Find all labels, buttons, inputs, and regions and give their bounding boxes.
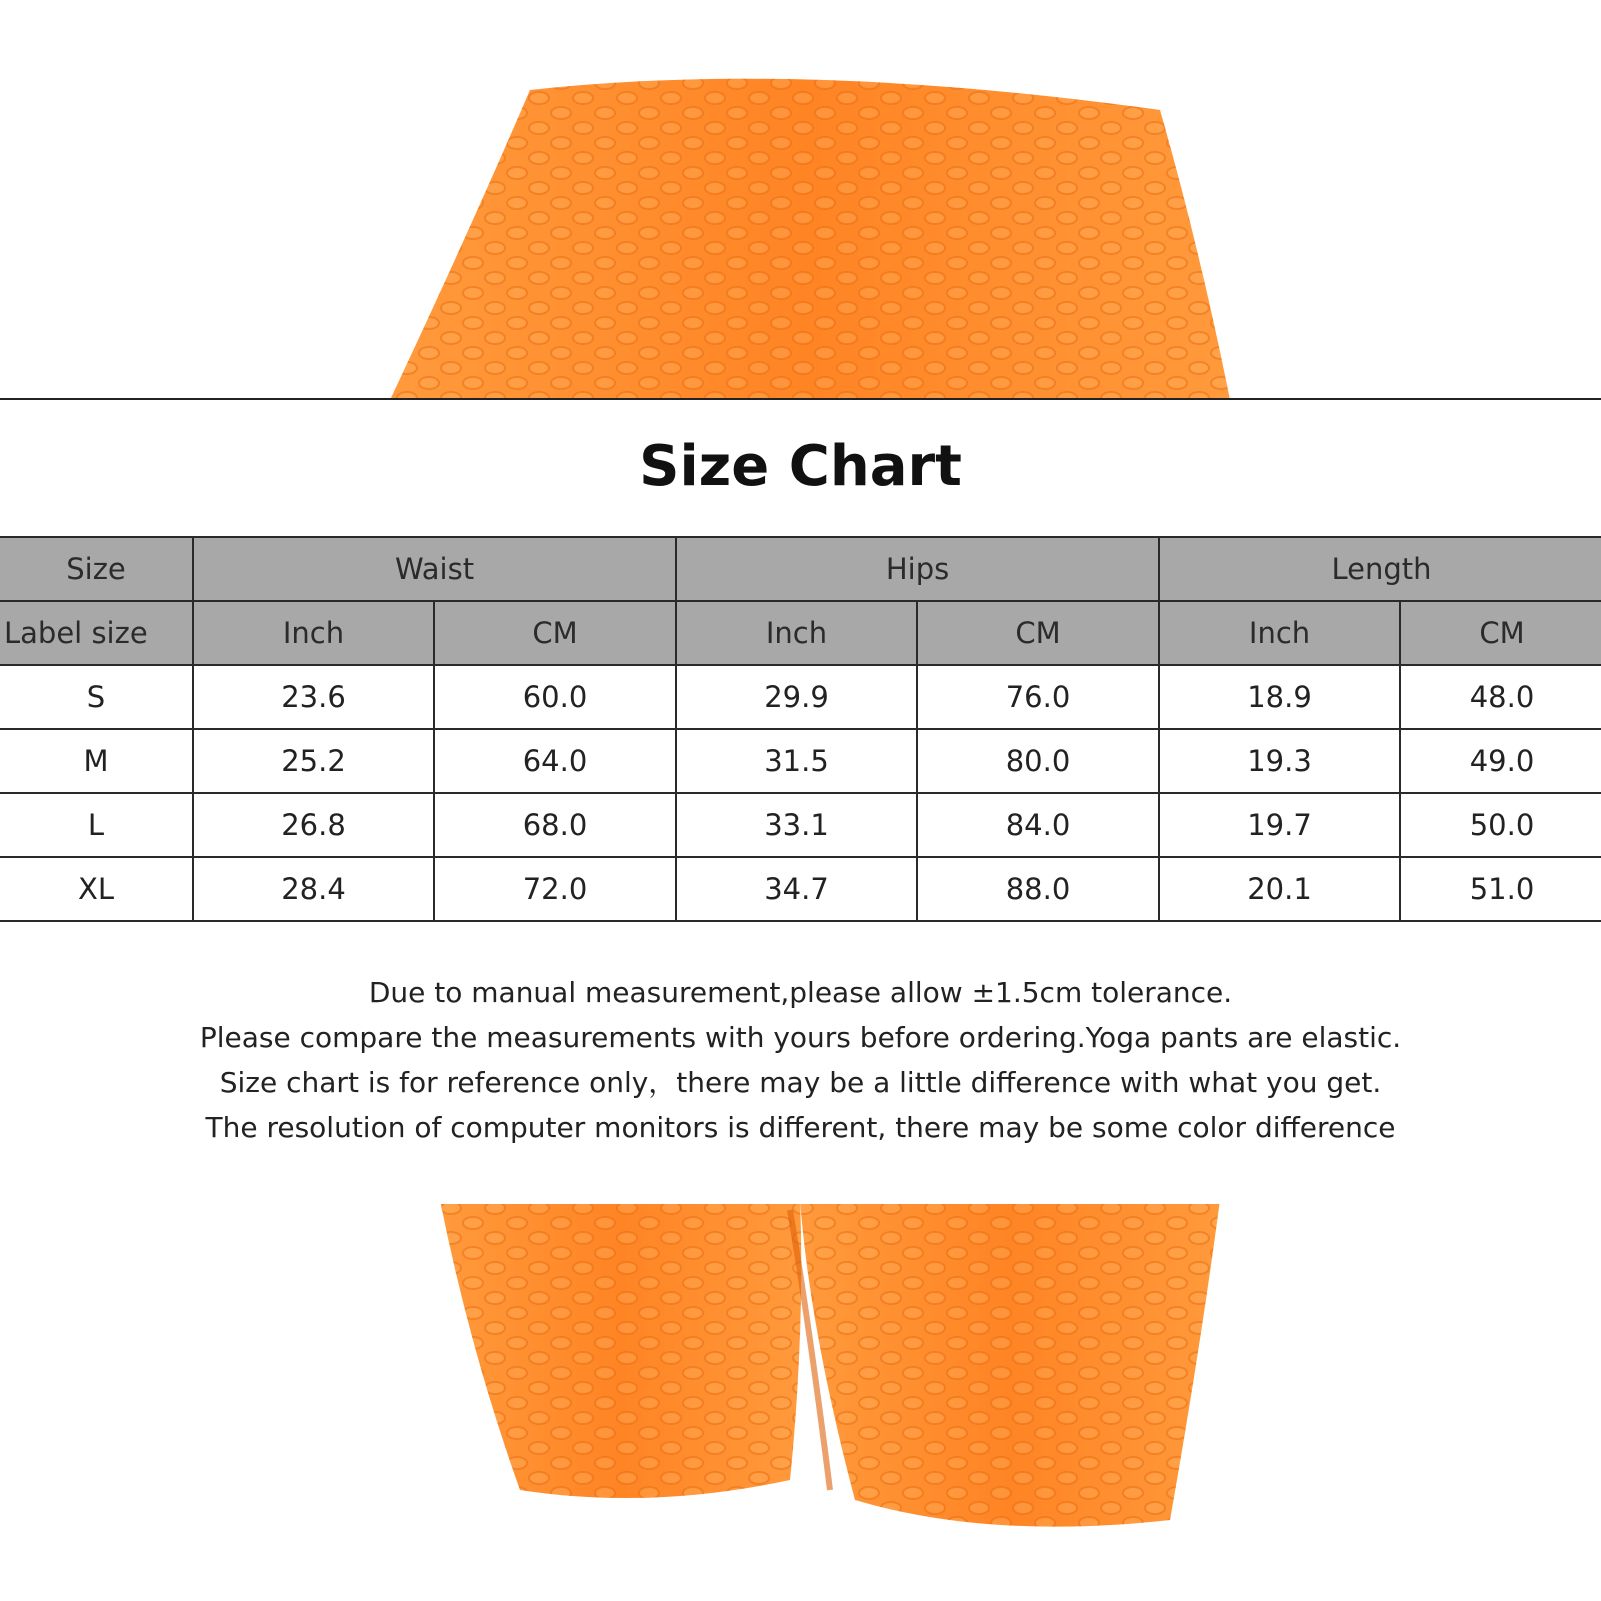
waist-inch-cell: 26.8 [193, 793, 434, 857]
hips-cm-cell: 88.0 [917, 857, 1159, 921]
header-length: Length [1159, 537, 1601, 601]
length-inch-cell: 18.9 [1159, 665, 1400, 729]
header-length-cm: CM [1400, 601, 1601, 665]
waist-inch-cell: 28.4 [193, 857, 434, 921]
waist-cm-cell: 72.0 [434, 857, 676, 921]
size-cell: XL [0, 857, 193, 921]
hips-cm-cell: 76.0 [917, 665, 1159, 729]
size-cell: M [0, 729, 193, 793]
waist-inch-cell: 23.6 [193, 665, 434, 729]
size-chart-panel [0, 398, 1601, 1204]
length-cm-cell: 48.0 [1400, 665, 1601, 729]
length-inch-cell: 19.3 [1159, 729, 1400, 793]
length-inch-cell: 20.1 [1159, 857, 1400, 921]
group-header-row [0, 537, 1601, 601]
note-line: The resolution of computer monitors is different, there may be some color difference [205, 1111, 1396, 1144]
header-hips: Hips [676, 537, 1159, 601]
size-table [0, 536, 1601, 922]
header-hips-cm: CM [917, 601, 1159, 665]
waist-cm-cell: 60.0 [434, 665, 676, 729]
header-label-size: Label size [0, 601, 193, 665]
waist-cm-cell: 64.0 [434, 729, 676, 793]
sub-header-row [0, 601, 1601, 665]
table-row [0, 793, 1601, 857]
hips-cm-cell: 80.0 [917, 729, 1159, 793]
hips-inch-cell: 33.1 [676, 793, 917, 857]
size-cell: L [0, 793, 193, 857]
header-waist-inch: Inch [193, 601, 434, 665]
table-row [0, 729, 1601, 793]
length-cm-cell: 51.0 [1400, 857, 1601, 921]
hips-inch-cell: 34.7 [676, 857, 917, 921]
hips-cm-cell: 84.0 [917, 793, 1159, 857]
size-chart-title: Size Chart [639, 434, 962, 499]
table-row [0, 857, 1601, 921]
header-waist: Waist [193, 537, 676, 601]
waist-cm-cell: 68.0 [434, 793, 676, 857]
table-row [0, 665, 1601, 729]
size-notes [0, 970, 1601, 1150]
header-waist-cm: CM [434, 601, 676, 665]
hips-inch-cell: 29.9 [676, 665, 917, 729]
size-cell: S [0, 665, 193, 729]
note-line: Size chart is for reference only，there may be a little difference with what you get. [219, 1066, 1382, 1099]
note-line: Please compare the measurements with yours before ordering.Yoga pants are elastic. [199, 1021, 1402, 1054]
hips-inch-cell: 31.5 [676, 729, 917, 793]
length-cm-cell: 49.0 [1400, 729, 1601, 793]
header-length-inch: Inch [1159, 601, 1400, 665]
header-size: Size [0, 537, 193, 601]
note-line: Due to manual measurement,please allow ±1.5cm tolerance. [368, 976, 1233, 1009]
waist-inch-cell: 25.2 [193, 729, 434, 793]
header-hips-inch: Inch [676, 601, 917, 665]
length-cm-cell: 50.0 [1400, 793, 1601, 857]
length-inch-cell: 19.7 [1159, 793, 1400, 857]
